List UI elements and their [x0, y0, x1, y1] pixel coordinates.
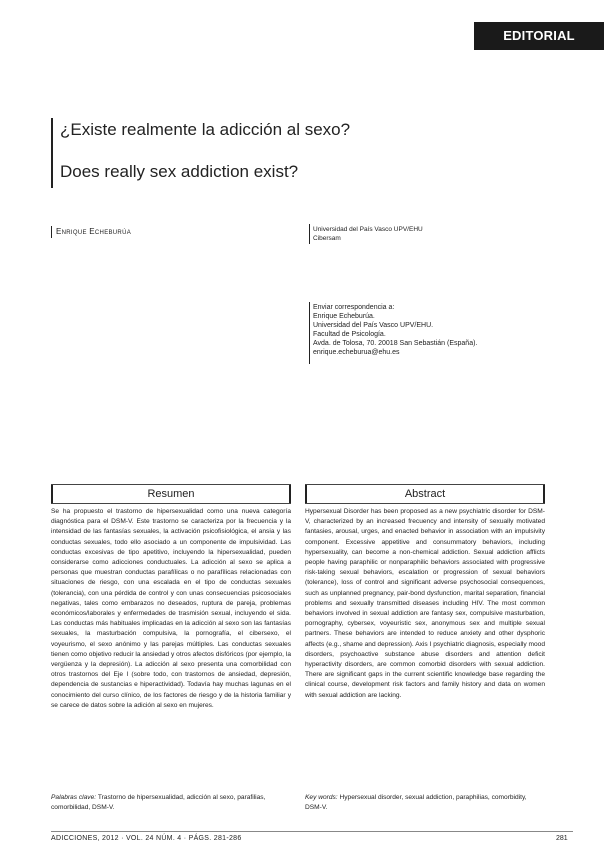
- title-accent-bar: [51, 118, 53, 188]
- correspondence-block: [313, 303, 477, 357]
- journal-citation: ADICCIONES, 2012 · VOL. 24 NÚM. 4 · PÁGS. 281-286: [51, 835, 242, 842]
- abstract-heading-box: [305, 484, 545, 504]
- section-tag: EDITORIAL: [474, 22, 604, 50]
- keywords-text: Trastorno de hipersexualidad, adicción al sexo, parafilias, comorbilidad, DSM-V.: [51, 794, 266, 812]
- abstract-text: Hypersexual Disorder has been proposed as a new psychiatric disorder for DSM-V, characterized by an increased frecuency and intensity of sexually motivated fantasies, arousal, urges, and enacted behavior in association with an impulsivity component. Excessive appetitive and consummatory behaviors, including hypersexuality, can become a non-chemical addiction. Sexual addiction afflicts people having paraphilic or nonparaphilic behaviors associated with progressive risk-taking sexual behaviors, escalation or progression of sexual behaviors (tolerance), loss of control and significant adverse psychosocial consequences, such as unplanned pregnancy, pair-bond dysfunction, marital separation, financial problems and sexually transmitted diseases including HIV. The most common behaviors involved in sexual addiction are fantasy sex, compulsive masturbation, pornography, cybersex, voyeuristic sex, anonymous sex and multiple sexual partners. These behaviors are intended to reduce anxiety and other dysphoric affects (e.g., shame and depression). Axis I psychiatric diagnosis, especially mood disorders, psychoactive substance abuse disorders and attention deficit hyperactivity disorders, are common comorbid disorders with sexual addiction. There are significant gaps in the current scientific knowledge base regarding the clinical course, development risk factors and family history and data on women with sexual addiction are lacking.: [305, 508, 545, 699]
- title-spanish: ¿Existe realmente la adicción al sexo?: [60, 120, 351, 139]
- resumen-heading: Resumen: [147, 488, 195, 500]
- author-name: Enrique Echeburúa: [56, 227, 132, 236]
- heading-right-mark: [289, 485, 291, 503]
- affiliation-line: Cibersam: [313, 235, 341, 242]
- keywords-text: Hypersexual disorder, sexual addiction, paraphilias, comorbidity, DSM-V.: [305, 794, 527, 812]
- author-accent-bar: [51, 226, 52, 238]
- correspondence-line: Enrique Echeburúa.: [313, 313, 375, 320]
- title-english: Does really sex addiction exist?: [60, 162, 299, 181]
- heading-left-mark: [305, 485, 307, 503]
- resumen-heading-box: [51, 484, 291, 504]
- resumen-keywords: [51, 793, 291, 813]
- affiliation: [313, 225, 423, 243]
- affiliation-accent-bar: [309, 224, 310, 244]
- keywords-label: Palabras clave:: [51, 794, 97, 801]
- correspondence-line: Universidad del País Vasco UPV/EHU.: [313, 322, 434, 329]
- resumen-text: Se ha propuesto el trastorno de hipersexualidad como una nueva categoría diagnóstica para el DSM-V. Este trastorno se caracteriza por la frecuencia y la intensidad de las fantasías sexuales, la activación psicofisiológica, el ansia y las conductas sexuales, todo ello asociado a un componente de impulsividad. Las conductas excesivas de tipo apetitivo, incluyendo la hipersexualidad, pueden considerarse como adicciones conductuales. La adicción al sexo se aplica a personas que muestran conductas parafílicas o no parafílicas relacionadas con situaciones de riesgo, con una escalada en el tipo de conductas sexuales (tolerancia), con una pérdida de control y con unas consecuencias psicosociales negativas, tales como embarazos no deseados, ruptura de pareja, problemas económicos/laborales y enfermedades de trasmisión sexual, incluyendo el sida. Las conductas más habituales implicadas en la adicción al sexo son las fantasías sexuales, la masturbación compulsiva, la pornografía, el cibersexo, el voyeurismo, el sexo anónimo y las parejas múltiples. Las conductas sexuales tienen como objetivo reducir la ansiedad y otros afectos disfóricos (por ejemplo, la vergüenza y la depresión). La adicción al sexo presenta una comorbilidad con otros trastornos del Eje I (sobre todo, con trastornos de ansiedad, depresión, dependencia de sustancias e hiperactividad). Todavía hay muchas lagunas en el conocimiento del curso clínico, de los factores de riesgo y de la historia familiar y se carece de datos sobre la adición al sexo en mujeres.: [51, 508, 291, 709]
- correspondence-email[interactable]: enrique.echeburua@ehu.es: [313, 349, 400, 356]
- affiliation-line: Universidad del País Vasco UPV/EHU: [313, 226, 423, 233]
- footer-rule: [51, 831, 573, 832]
- heading-left-mark: [51, 485, 53, 503]
- heading-right-mark: [543, 485, 545, 503]
- correspondence-line: Facultad de Psicología.: [313, 331, 386, 338]
- abstract-heading: Abstract: [404, 488, 446, 500]
- page-number: 281: [556, 835, 568, 842]
- correspondence-line: Avda. de Tolosa, 70. 20018 San Sebastián (España).: [313, 340, 478, 347]
- keywords-label: Key words:: [305, 794, 338, 801]
- abstract-keywords: [305, 793, 545, 813]
- correspondence-line: Enviar correspondencia a:: [313, 304, 395, 311]
- correspondence-accent-bar: [309, 302, 310, 364]
